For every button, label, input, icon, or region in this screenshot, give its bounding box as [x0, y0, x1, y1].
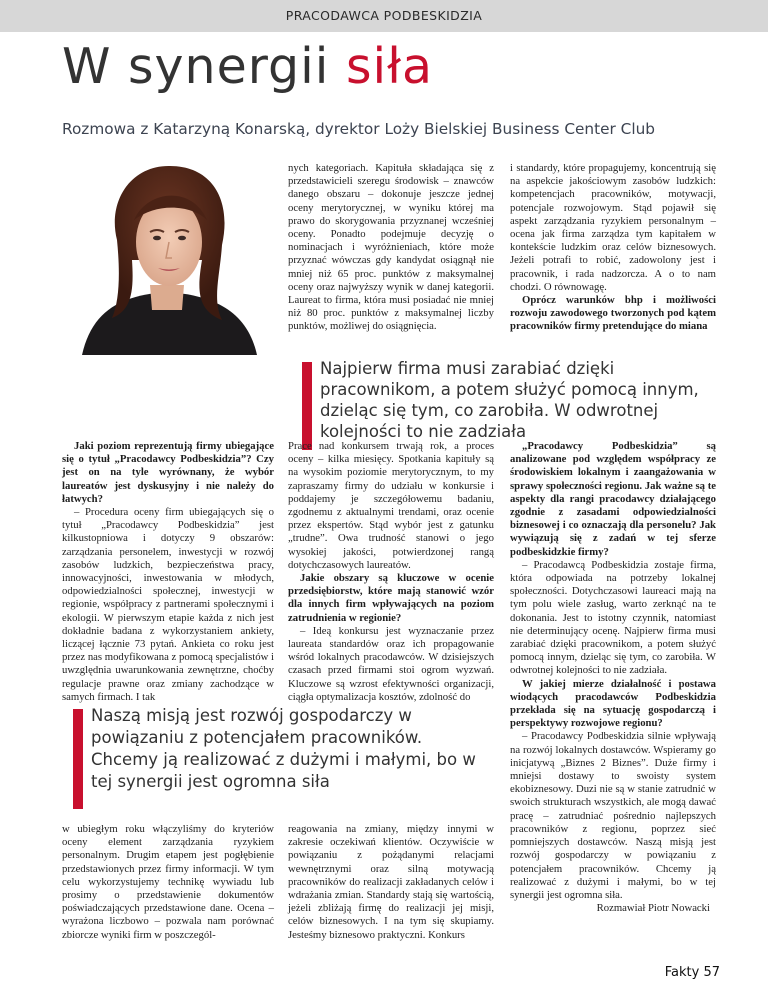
question: W jakiej mierze działalność i postawa wiodących pracodawców Podbeskidzia przekłada się na sytuację gospodarczą i perspektywy rozwojowe regionu? [510, 677, 716, 730]
answer: – Procedura oceny firm ubiegających się o tytuł „Pracodawcy Podbeskidzia” jest kilkustopniowa i dotyczy 9 obszarów: zarządzania personelem, inwestycji w rozwój zasobów ludzkich, bezpieczeństwa pracy, innowacyjności, inwestowania w młodych, odpowiedzialności społecznej, inwestycji w regionie, współpracy z partnerami społecznymi i ekologii. W pierwszym etapie każda z nich jest dokładnie badana z wykorzystaniem ankiety, liczącej łącznie 73 pytań. Ankieta co roku jest przez nas modyfikowana z pomocą specjalistów i uwzględnia uwarunkowania zewnętrzne, choćby regulacje prawne oraz zmiany zachodzące w samych firmach. I tak [62, 506, 274, 703]
pull-quote-2 [73, 705, 493, 793]
answer: Prace nad konkursem trwają rok, a proces oceny – kilka miesięcy. Spotkania kapituły są na wysokim poziomie merytorycznym, to my zapraszamy firmy do udziału w konkursie i poddajemy je szczegółowemu badaniu, zgodnemu z aktualnymi trendami, oraz ocenie przez ekspertów. Stąd wybór jest z gatunku „trudne”. Owa trudność stanowi o jego wysokiej jakości, potwierdzonej rangą dotychczasowych laureatów. [288, 440, 494, 571]
column-bottom-center [288, 823, 494, 942]
paragraph: nych kategoriach. Kapituła składająca się z przedstawicieli szeregu środowisk – znawców danego obszaru – dokonuje jeszcze jednej oceny merytorycznej, w wyniku której ma prawo do skorygowania przyznanej wcześniej oceny. Ponadto podejmuje decyzję o nominacjach i wyróżnieniach, które może przyznać wówczas gdy kandydat osiągnął nie mniej niż 65 proc. punktów z maksymalnej oceny oraz najwyższy wynik w danej kategorii. Laureat to firma, która musi posiadać nie mniej niż 80 proc. punktów z maksymalnej liczby punktów, możliwej do osiągnięcia. [288, 162, 494, 333]
column-top-left [288, 162, 494, 334]
title-accent: siła [345, 38, 434, 95]
pull-quote-1 [302, 358, 712, 442]
answer: – Ideą konkursu jest wyznaczanie przez laureata standardów oraz ich propagowanie wśród lokalnych pracodawców. W dzisiejszych czasach przed firmami stoi ogrom wyzwań. Kluczowe są wzrost efektywności organizacji, ciągła optymalizacja kosztów, zdolność do [288, 624, 494, 703]
section-bar [0, 0, 768, 32]
subtitle: Rozmowa z Katarzyną Konarską, dyrektor Loży Bielskiej Business Center Club [62, 120, 656, 138]
question: Jaki poziom reprezentują firmy ubiegające się o tytuł „Pracodawcy Podbeskidzia”? Czy jest on na tyle wyrównany, że wybór laureatów jest dyskusyjny i nie należy do łatwych? [62, 440, 274, 505]
paragraph: reagowania na zmiany, między innymi w zakresie oczekiwań klientów. Oczywiście w powiązaniu z pożądanymi relacjami wewnętrznymi oraz silną motywacją pracowników do realizacji zakładanych celów i wdrażania zmian. Standardy stają się wartością, jeżeli zbliżają firmę do realizacji jej misji, celów biznesowych. I na tym się skupiamy. Jesteśmy biznesowo praktyczni. Konkurs [288, 823, 494, 941]
column-middle-left [62, 440, 274, 704]
portrait-photo [62, 160, 272, 355]
signature: Rozmawiał Piotr Nowacki [596, 902, 710, 915]
column-right [510, 440, 716, 915]
pull-quote-bar [73, 709, 83, 809]
answer: – Pracodawcy Podbeskidzia silnie wpływają na rozwój lokalnych dostawców. Wspieramy go inicjatywą „Biznes 2 Biznes”. Duże firmy i mniejsi dostawy to swoisty system ekobiznesowy. Duzi nie są w stanie zatrudnić w swoich strukturach wszystkich, ale mogą dawać pracę – zatrudniać pośrednio najlepszych pracowników z regionu, poprzez sieć pomniejszych dostawców. Naszą misją jest rozwój gospodarczy w powiązaniu z potencjałem pracowników. Chcemy ją realizować z dużymi i małymi, bo w tej synergii jest ogromna siła. [510, 730, 716, 901]
answer: – Pracodawcą Podbeskidzia zostaje firma, która odpowiada na potrzeby lokalnej społeczności. Dotychczasowi laureaci mają na tym polu wiele zasług, warto zerknąć na te dokonania. Jest to istotny czynnik, natomiast nie determinujący ocenę. Najpierw firma musi zarabiać dzięki pracownikom, a potem służyć pomocą innym, dzieląc się tym, co zarobiła. W odwrotnej kolejności to nie zadziała. [510, 558, 716, 677]
column-middle-center [288, 440, 494, 704]
page-number: Fakty 57 [664, 965, 720, 980]
section-label: PRACODAWCA PODBESKIDZIA [285, 8, 483, 23]
paragraph: w ubiegłym roku włączyliśmy do kryteriów oceny element zarządzania ryzykiem personalnym. Drugim etapem jest pogłębienie przedstawionych przez firmy informacji. W tym celu wykorzystujemy technikę wywiadu lub prosimy o przedstawienie dokumentów poświadczających przedstawione dane. Ocena – wyrażona liczbowo – pozwala nam porównać zbiorcze wyniki firm w poszczegól- [62, 823, 274, 941]
question: „Pracodawcy Podbeskidzia” są analizowane pod względem współpracy ze środowiskiem lokalnym i zaangażowania w sprawy społeczności regionu. Jak ważne są te aspekty dla rangi pracodawcy działającego zgodnie z zasadami odpowiedzialności biznesowej i co oznaczają dla personelu? Jak wywiązują się z zadań w tej sferze podbeskidzkie firmy? [510, 440, 716, 558]
column-bottom-left [62, 823, 274, 942]
column-top-right [510, 162, 716, 334]
pull-quote-text: Najpierw firma musi zarabiać dzięki pracownikom, a potem służyć pomocą innym, dzieląc się tym, co zarobiła. W odwrotnej kolejności to nie zadziała [320, 359, 699, 441]
title-plain: W synergii [62, 38, 346, 95]
paragraph: i standardy, które propagujemy, koncentrują się na aspekcie jakościowym zasobów ludzkich: kompetencjach pracowników, motywacji, potencjale rozwojowym. Stąd pojawił się aspekt zarządzania ryzykiem personalnym – ocena jak firma zarządza tym kapitałem w kontekście ludzkim oraz celów biznesowych. Jeżeli potrafi to robić, zadowolony jest i pracownik, i rada nadzorcza. A o to nam chodzi. O równowagę. [510, 162, 716, 293]
page-title [62, 38, 433, 95]
pull-quote-text: Naszą misją jest rozwój gospodarczy w powiązaniu z potencjałem pracowników. Chcemy ją realizować z dużymi i małymi, bo w tej synergii jest ogromna siła [91, 706, 476, 791]
pull-quote-bar [302, 362, 312, 450]
question: Jakie obszary są kluczowe w ocenie przedsiębiorstw, które mają stanowić wzór dla innych firm wpływających na poziom zatrudnienia w regionie? [288, 572, 494, 624]
portrait-illustration [62, 160, 272, 355]
question: Oprócz warunków bhp i możliwości rozwoju zawodowego tworzonych pod kątem pracowników firmy pretendujące do miana [510, 294, 716, 333]
